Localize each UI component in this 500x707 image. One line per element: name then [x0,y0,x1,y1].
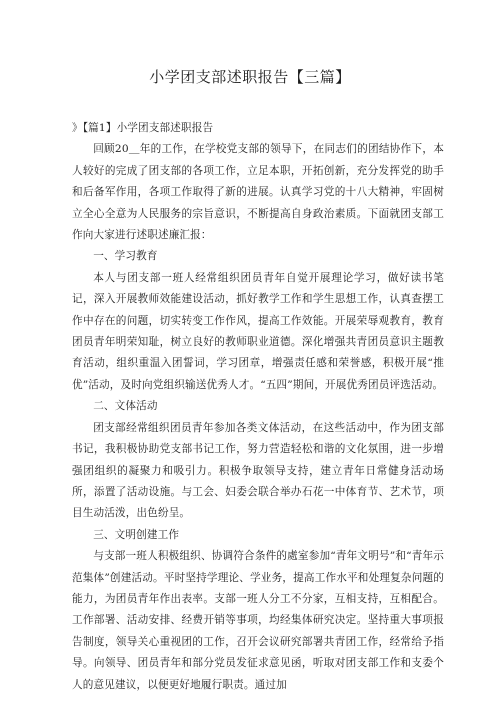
subsection-heading: 一、学习教育 [93,250,158,263]
body-paragraph: 本人与团支部一班人经常组织团员青年自觉开展理论学习，做好读书笔记，深入开展教师效能建设活动，抓好教学工作和学生思想工作，认真查摆工作中存在的问题，切实转变工作作风，提高工作效能。开展荣辱观教育，教育团员青年明荣知耻，树立良好的教师职业道德。深化增强共青团员意识主题教育活动，组织重温入团誓词，学习团章，增强责任感和荣誉感，积极开展“推优”活动，及时向党组织输送优秀人才。“五四”期间，开展优秀团员评选活动。 [72,271,444,391]
document-title: 小学团支部述职报告【三篇】 [149,68,351,86]
body-paragraph: 团支部经常组织团员青年参加各类文体活动，在这些活动中，作为团支部书记，我积极协助党支部书记工作，努力营造轻松和谐的文化氛围，进一步增强团组织的凝聚力和吸引力。积极争取领导支持，建立青年日常健身活动场所，添置了活动设施。与工会、妇委会联合举办石花一中体育节、艺术节，项目生动活泼，出色纷呈。 [72,421,444,520]
body-paragraph: 回顾20＿年的工作，在学校党支部的领导下，在同志们的团结协作下，本人较好的完成了团支部的各项工作，立足本职，开拓创新，充分发挥党的助手和后备军作用，各项工作取得了新的进展。认真学习党的十八大精神，牢固树立全心全意为人民服务的宗旨意识，不断提高自身政治素质。下面就团支部工作向大家进行述职述廉汇报： [72,143,444,242]
document-body [72,118,444,696]
body-paragraph: 与支部一班人积极组织、协调符合条件的處室参加“青年文明号”和“青年示范集体”创建活动。平时坚持学理论、学业务，提高工作水平和处理复杂问题的能力，为团员青年作出表率。支部一班人分工不分家，互相支持，互相配合。工作部署、活动安排、经费开销等事项，均经集体研究决定。坚持重大事项报告制度，领导关心重视团的工作，召开会议研究部署共青团工作，经常给予指导。向领导、团员青年和部分党员发征求意见函，听取对团支部工作和支委个人的意见建议，以便更好地履行职责。通过加 [72,550,444,691]
section-heading: 》【篇1】小学团支部述职报告 [72,122,214,134]
subsection-heading: 二、文体活动 [93,400,158,413]
subsection-heading: 三、文明创建工作 [93,528,180,541]
